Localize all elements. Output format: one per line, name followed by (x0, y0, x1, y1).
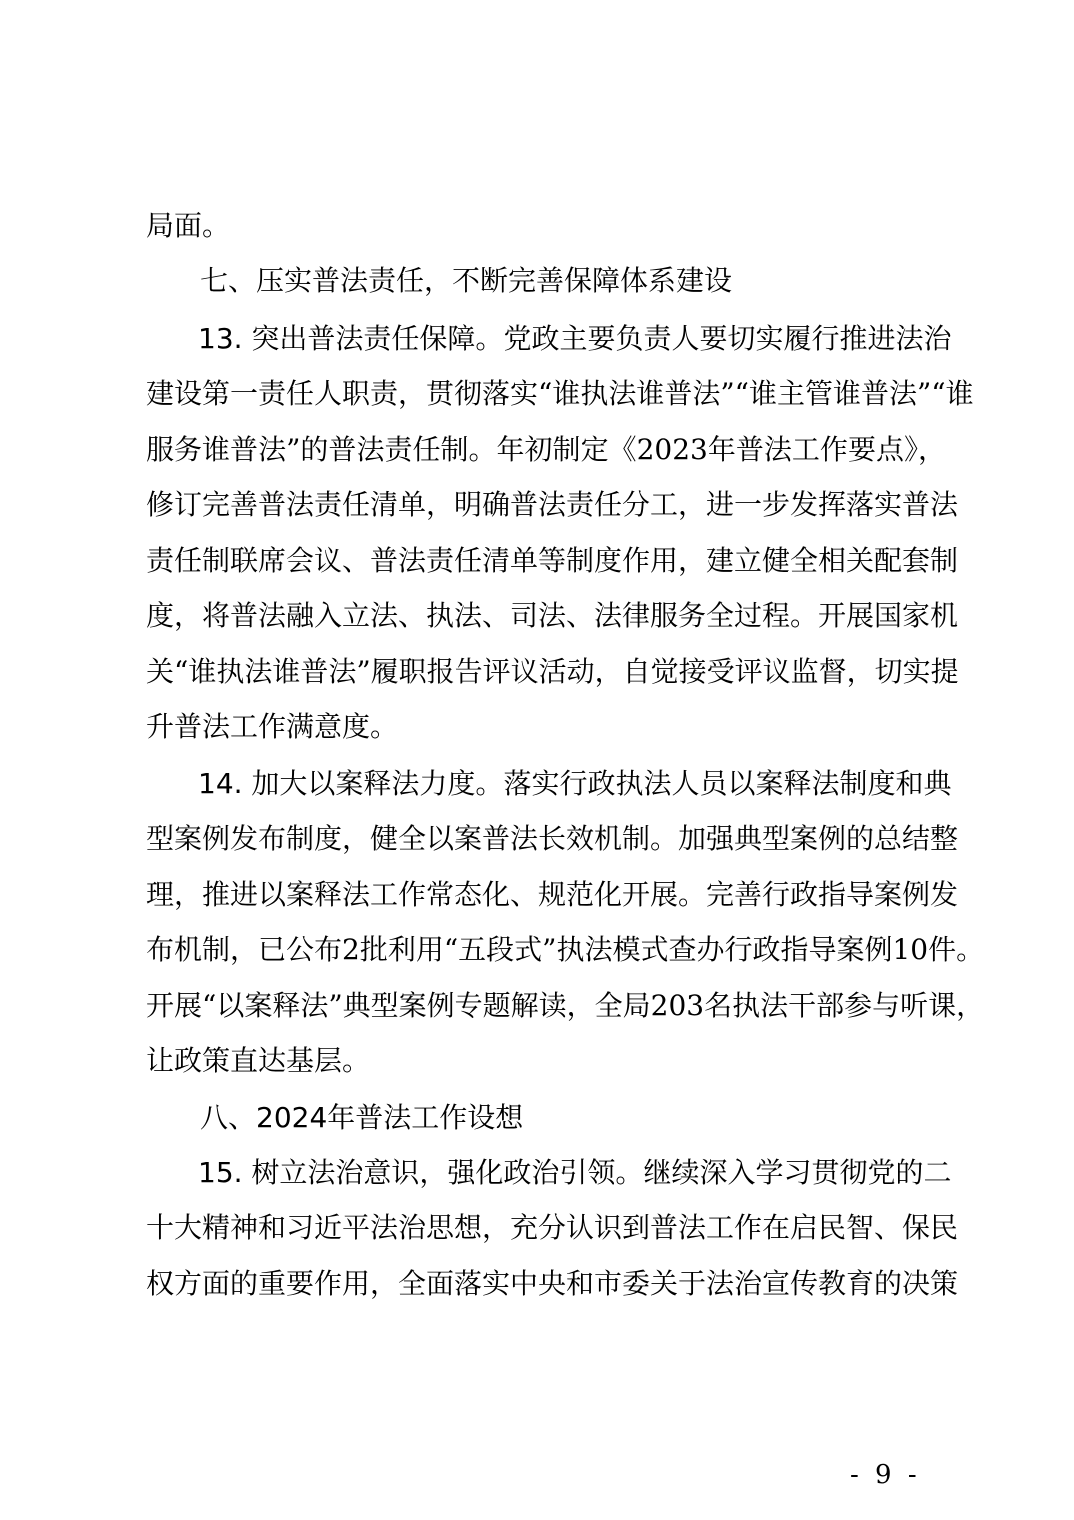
item-13-line-6: 度，将普法融入立法、执法、司法、法律服务全过程。开展国家机 (146, 599, 959, 632)
item-13-line-3: 服务谁普法”的普法责任制。年初制定《2023年普法工作要点》， (146, 433, 946, 466)
item-14-line-6: 让政策直达基层。 (146, 1044, 371, 1077)
item-15-lead: 15. 树立法治意识，强化政治引领。 (198, 1156, 644, 1189)
item-14-line-1 (198, 767, 952, 800)
item-13-line-8: 升普法工作满意度。 (146, 710, 399, 743)
item-14-line-3: 理，推进以案释法工作常态化、规范化开展。完善行政指导案例发 (146, 878, 959, 911)
item-15-line-2: 十大精神和习近平法治思想，充分认识到普法工作在启民智、保民 (146, 1211, 959, 1244)
item-14-lead: 14. 加大以案释法力度。 (198, 767, 504, 800)
item-15-text-1: 继续深入学习贯彻党的二 (643, 1156, 952, 1189)
item-14-line-2: 型案例发布制度，健全以案普法长效机制。加强典型案例的总结整 (146, 822, 959, 855)
section-7-heading: 七、压实普法责任，不断完善保障体系建设 (200, 264, 733, 297)
item-14-text-1: 落实行政执法人员以案释法制度和典 (503, 767, 952, 800)
intro-tail-text: 局面。 (146, 209, 231, 242)
item-15-line-1 (198, 1156, 952, 1189)
item-14-line-4: 布机制，已公布2批利用“五段式”执法模式查办行政指导案例10件。 (146, 933, 985, 966)
section-8-heading: 八、2024年普法工作设想 (200, 1101, 524, 1134)
item-13-lead: 13. 突出普法责任保障。 (198, 322, 504, 355)
item-13-text-1: 党政主要负责人要切实履行推进法治 (503, 322, 952, 355)
item-13-line-4: 修订完善普法责任清单，明确普法责任分工，进一步发挥落实普法 (146, 488, 959, 521)
item-14-line-5: 开展“以案释法”典型案例专题解读，全局203名执法干部参与听课， (146, 989, 985, 1022)
item-13-line-5: 责任制联席会议、普法责任清单等制度作用，建立健全相关配套制 (146, 544, 959, 577)
item-13-line-1 (198, 322, 952, 355)
page-number: - 9 - (850, 1460, 921, 1490)
item-13-line-7: 关“谁执法谁普法”履职报告评议活动，自觉接受评议监督，切实提 (146, 655, 959, 688)
item-13-line-2: 建设第一责任人职责，贯彻落实“谁执法谁普法”“谁主管谁普法”“谁 (146, 377, 974, 410)
item-15-line-3: 权方面的重要作用，全面落实中央和市委关于法治宣传教育的决策 (146, 1267, 959, 1300)
